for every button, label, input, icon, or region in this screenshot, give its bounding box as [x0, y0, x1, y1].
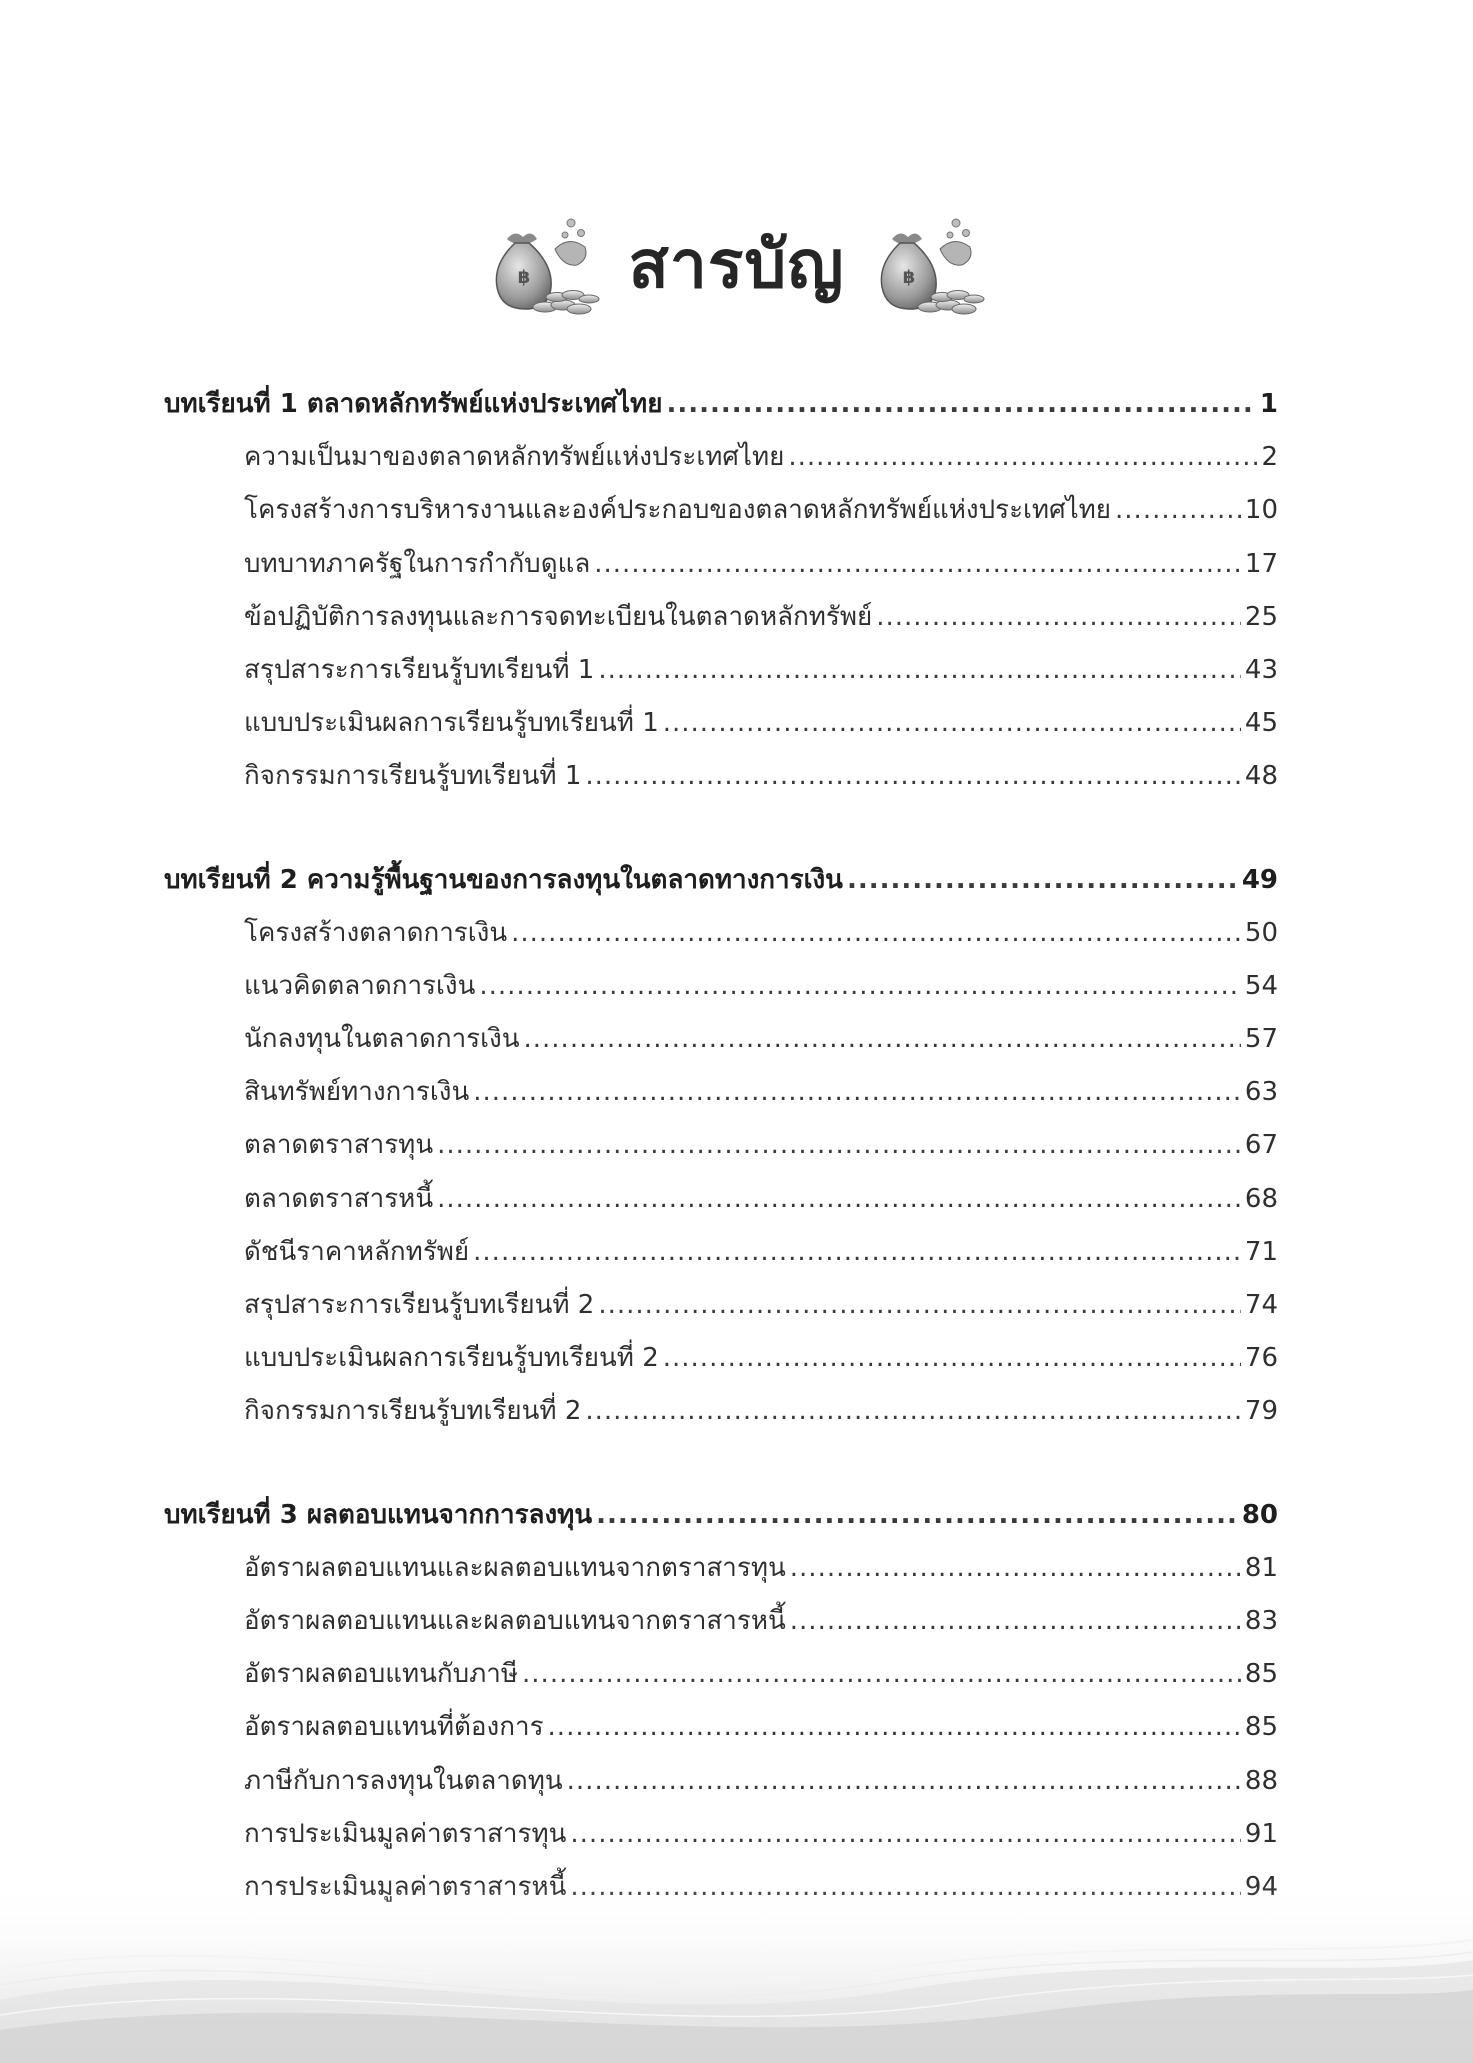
toc-page-number: 74 [1244, 1290, 1278, 1320]
toc-leader-dots [548, 1701, 1241, 1754]
toc-entry[interactable] [164, 1119, 1278, 1172]
toc-entry-label: ภาษีกับการลงทุนในตลาดทุน [244, 1765, 563, 1796]
toc-page-number: 63 [1244, 1077, 1278, 1108]
toc-entry[interactable] [164, 484, 1278, 537]
toc-entry[interactable] [164, 1173, 1278, 1226]
toc-chapter-entry[interactable] [164, 854, 1278, 907]
toc-entry-label: โครงสร้างตลาดการเงิน [244, 917, 508, 948]
toc-entry[interactable] [164, 750, 1278, 803]
money-bag-icon [485, 209, 603, 321]
toc-page-number: 10 [1244, 495, 1278, 526]
toc-entry[interactable] [164, 960, 1278, 1013]
toc-entry-label: กิจกรรมการเรียนรู้บทเรียนที่ 1 [244, 761, 582, 792]
table-of-contents [164, 378, 1278, 1964]
toc-page-number: 57 [1244, 1024, 1278, 1055]
toc-leader-dots [511, 907, 1241, 960]
toc-entry-label: ความเป็นมาของตลาดหลักทรัพย์แห่งประเทศไทย [244, 442, 785, 473]
toc-leader-dots [524, 1013, 1241, 1066]
toc-section [164, 1489, 1278, 1915]
toc-page-number: 17 [1244, 548, 1278, 579]
toc-page-number: 85 [1244, 1659, 1278, 1690]
toc-leader-dots [598, 1279, 1241, 1332]
toc-section [164, 854, 1278, 1439]
toc-entry[interactable] [164, 907, 1278, 960]
title-block [0, 210, 1473, 320]
toc-entry-label: กิจกรรมการเรียนรู้บทเรียนที่ 2 [244, 1396, 582, 1427]
toc-entry[interactable] [164, 644, 1278, 697]
toc-entry[interactable] [164, 1226, 1278, 1279]
toc-page-number: 25 [1244, 601, 1278, 632]
toc-page-number: 80 [1241, 1499, 1278, 1530]
toc-leader-dots [666, 378, 1255, 431]
toc-leader-dots [788, 431, 1257, 484]
toc-page-number: 67 [1244, 1130, 1278, 1161]
toc-entry-label: อัตราผลตอบแทนกับภาษี [244, 1659, 519, 1690]
toc-entry-label: นักลงทุนในตลาดการเงิน [244, 1024, 520, 1055]
toc-page-number: 1 [1259, 389, 1278, 419]
toc-leader-dots [596, 1489, 1238, 1542]
toc-entry[interactable] [164, 1755, 1278, 1808]
decorative-wave-background [0, 1880, 1473, 2063]
toc-leader-dots [585, 750, 1241, 803]
toc-chapter-entry[interactable] [164, 378, 1278, 431]
toc-entry[interactable] [164, 1808, 1278, 1861]
money-bag-icon [870, 209, 988, 321]
toc-leader-dots [437, 1173, 1241, 1226]
toc-entry[interactable] [164, 591, 1278, 644]
page-title: สารบัญ [628, 226, 845, 303]
toc-entry-label: ตลาดตราสารหนี้ [244, 1183, 434, 1214]
toc-entry-label: บทบาทภาครัฐในการกำกับดูแล [244, 548, 591, 579]
toc-leader-dots [876, 591, 1241, 644]
toc-page-number: 71 [1244, 1236, 1278, 1267]
toc-entry[interactable] [164, 1648, 1278, 1701]
toc-leader-dots [663, 1332, 1241, 1385]
toc-entry-label: ดัชนีราคาหลักทรัพย์ [244, 1236, 470, 1267]
toc-entry-label: การประเมินมูลค่าตราสารทุน [244, 1818, 567, 1849]
toc-entry-label: อัตราผลตอบแทนและผลตอบแทนจากตราสารหนี้ [244, 1605, 786, 1636]
toc-page-number: 76 [1244, 1343, 1278, 1374]
toc-leader-dots [437, 1119, 1241, 1172]
toc-page-number: 79 [1244, 1396, 1278, 1427]
svg-text:฿: ฿ [517, 267, 530, 288]
toc-entry[interactable] [164, 538, 1278, 591]
toc-entry-label: อัตราผลตอบแทนที่ต้องการ [244, 1712, 544, 1743]
toc-leader-dots [473, 1066, 1241, 1119]
toc-leader-dots [479, 960, 1241, 1013]
toc-page-number: 91 [1244, 1818, 1278, 1849]
toc-entry-label: สินทรัพย์ทางการเงิน [244, 1077, 470, 1108]
toc-entry[interactable] [164, 697, 1278, 750]
toc-chapter-label: บทเรียนที่ 2 ความรู้พื้นฐานของการลงทุนในตลาดทางการเงิน [164, 864, 843, 895]
toc-page-number: 88 [1244, 1765, 1278, 1796]
toc-page-number: 48 [1244, 761, 1278, 792]
toc-entry-label: แบบประเมินผลการเรียนรู้บทเรียนที่ 2 [244, 1343, 659, 1374]
toc-leader-dots [594, 538, 1241, 591]
toc-entry-label: แนวคิดตลาดการเงิน [244, 970, 476, 1001]
toc-leader-dots [598, 644, 1241, 697]
toc-entry-label: สรุปสาระการเรียนรู้บทเรียนที่ 2 [244, 1290, 595, 1320]
toc-entry[interactable] [164, 1066, 1278, 1119]
toc-page-number: 54 [1244, 970, 1278, 1001]
toc-entry[interactable] [164, 431, 1278, 484]
toc-entry[interactable] [164, 1595, 1278, 1648]
toc-entry-label: ตลาดตราสารทุน [244, 1130, 434, 1161]
toc-leader-dots [663, 697, 1241, 750]
toc-leader-dots [847, 854, 1238, 907]
toc-entry-label: แบบประเมินผลการเรียนรู้บทเรียนที่ 1 [244, 708, 659, 739]
toc-entry[interactable] [164, 1013, 1278, 1066]
svg-text:฿: ฿ [903, 267, 916, 288]
toc-chapter-entry[interactable] [164, 1489, 1278, 1542]
toc-entry[interactable] [164, 1385, 1278, 1438]
toc-chapter-label: บทเรียนที่ 1 ตลาดหลักทรัพย์แห่งประเทศไทย [164, 389, 663, 419]
toc-leader-dots [790, 1542, 1241, 1595]
toc-leader-dots [790, 1595, 1241, 1648]
toc-entry-label: โครงสร้างการบริหารงานและองค์ประกอบของตลาดหลักทรัพย์แห่งประเทศไทย [244, 495, 1112, 526]
toc-entry[interactable] [164, 1332, 1278, 1385]
toc-page-number: 85 [1244, 1712, 1278, 1743]
toc-page-number: 83 [1244, 1605, 1278, 1636]
toc-leader-dots [522, 1648, 1241, 1701]
toc-entry[interactable] [164, 1701, 1278, 1754]
toc-page-number: 50 [1244, 917, 1278, 948]
toc-leader-dots [567, 1755, 1241, 1808]
toc-leader-dots [1115, 484, 1241, 537]
toc-leader-dots [585, 1385, 1241, 1438]
toc-entry-label: อัตราผลตอบแทนและผลตอบแทนจากตราสารทุน [244, 1552, 786, 1583]
toc-page-number: 49 [1241, 864, 1278, 895]
toc-page-number: 81 [1244, 1552, 1278, 1583]
toc-leader-dots [570, 1808, 1241, 1861]
toc-section [164, 378, 1278, 804]
toc-page-number: 45 [1244, 708, 1278, 739]
toc-entry[interactable] [164, 1279, 1278, 1332]
toc-page-number: 68 [1244, 1183, 1278, 1214]
toc-entry-label: สรุปสาระการเรียนรู้บทเรียนที่ 1 [244, 654, 595, 685]
toc-entry-label: ข้อปฏิบัติการลงทุนและการจดทะเบียนในตลาดหลักทรัพย์ [244, 601, 873, 632]
toc-page-number: 2 [1261, 442, 1278, 473]
toc-page-number: 43 [1244, 654, 1278, 685]
toc-leader-dots [473, 1226, 1241, 1279]
toc-entry[interactable] [164, 1542, 1278, 1595]
toc-chapter-label: บทเรียนที่ 3 ผลตอบแทนจากการลงทุน [164, 1499, 593, 1530]
